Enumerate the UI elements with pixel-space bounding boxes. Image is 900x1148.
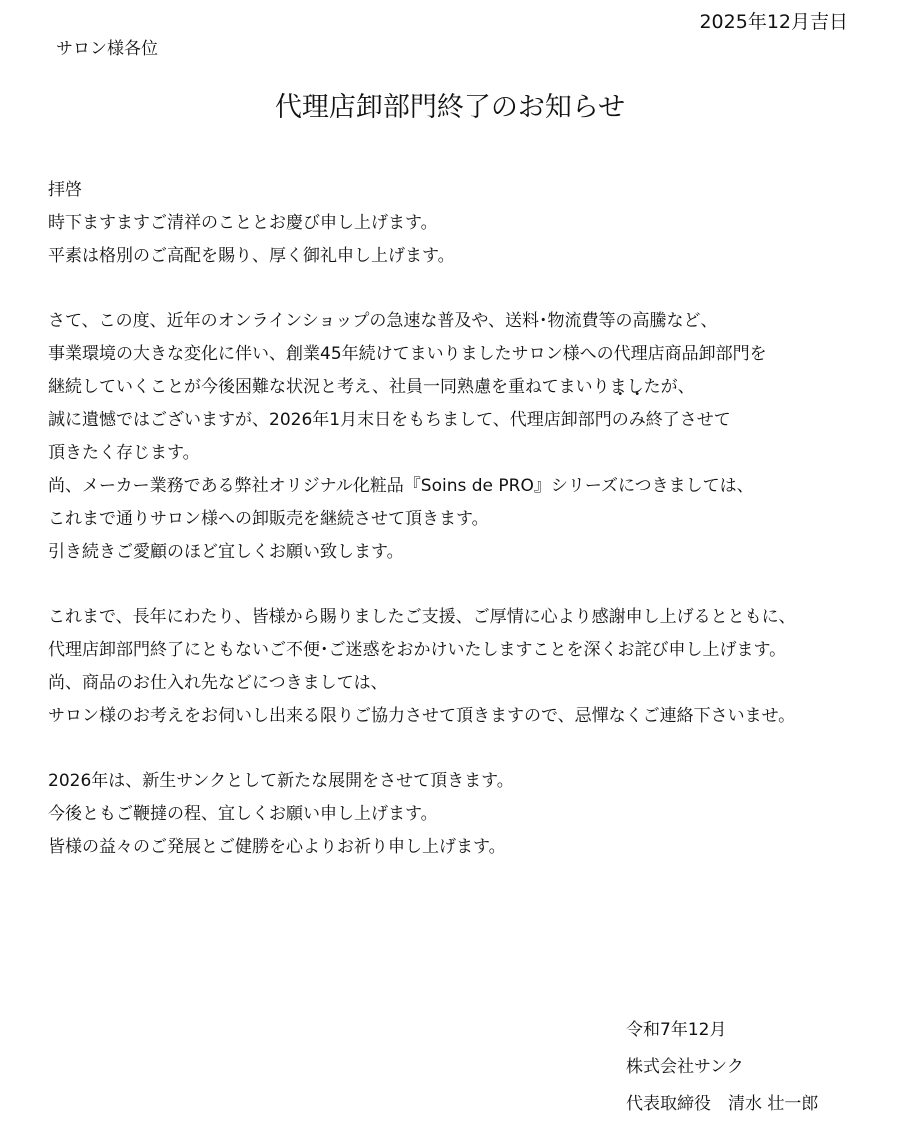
- paragraph-gap: [48, 733, 878, 765]
- emphasis-char: み: [628, 410, 646, 430]
- body-line: 継続していくことが今後困難な状況と考え、社員一同熟慮を重ねてまいりましたが、: [48, 377, 695, 397]
- body-line: さて、この度、近年のオンラインショップの急速な普及や、送料･物流費等の高騰など、: [48, 311, 718, 331]
- representative-name: 代表取締役 清水 壮一郎: [626, 1094, 819, 1114]
- greeting: 拝啓: [48, 180, 82, 200]
- signature-block: [626, 1012, 818, 1123]
- body-line: 尚、メーカー業務である弊社オリジナル化粧品『Soins de PRO』シリーズにつきましては、: [48, 476, 754, 496]
- body-line: 引き続きご愛顧のほど宜しくお願い致します。: [48, 542, 404, 562]
- body-line-emphasis: [48, 404, 878, 437]
- body-line: 皆様の益々のご発展とご健勝を心よりお祈り申し上げます。: [48, 837, 506, 857]
- letter-body: [48, 174, 878, 864]
- issue-date: 2025年12月吉日: [699, 11, 848, 33]
- recipient: サロン様各位: [56, 39, 158, 59]
- body-line: 2026年は、新生サンクとして新たな展開をさせて頂きます。: [48, 771, 514, 791]
- body-line: 尚、商品のお仕入れ先などにつきましては、: [48, 673, 388, 693]
- body-line: 代理店卸部門終了にともないご不便･ご迷惑をおかけいたしますことを深くお詫び申し上げます。: [48, 640, 787, 660]
- document-title: 代理店卸部門終了のお知らせ: [274, 92, 626, 123]
- paragraph-gap: [48, 273, 878, 305]
- body-line: 今後ともご鞭撻の程、宜しくお願い申し上げます。: [48, 804, 438, 824]
- body-line: 時下ますますご清祥のこととお慶び申し上げます。: [48, 213, 438, 233]
- body-line: 頂きたく存じます。: [48, 443, 200, 463]
- company-name: 株式会社サンク: [626, 1057, 744, 1077]
- body-line: 事業環境の大きな変化に伴い、創業45年続けてまいりましたサロン様への代理店商品卸部門を: [48, 344, 767, 364]
- line-text: 誠に遺憾ではございますが、2026年1月末日をもちまして、代理店卸部門: [48, 410, 612, 430]
- body-line: これまで、長年にわたり、皆様から賜りましたご支援、ご厚情に心より感謝申し上げるとともに、: [48, 607, 796, 627]
- paragraph-gap: [48, 569, 878, 601]
- body-line: サロン様のお考えをお伺いし出来る限りご協力させて頂きますので、忌憚なくご連絡下さいませ。: [48, 706, 796, 726]
- line-text: 終了させて: [645, 410, 731, 430]
- body-line: 平素は格別のご高配を賜り、厚く御礼申し上げます。: [48, 246, 455, 266]
- signature-date: 令和7年12月: [626, 1020, 727, 1040]
- emphasis-char: の: [611, 410, 629, 430]
- body-line: これまで通りサロン様への卸販売を継続させて頂きます。: [48, 509, 489, 529]
